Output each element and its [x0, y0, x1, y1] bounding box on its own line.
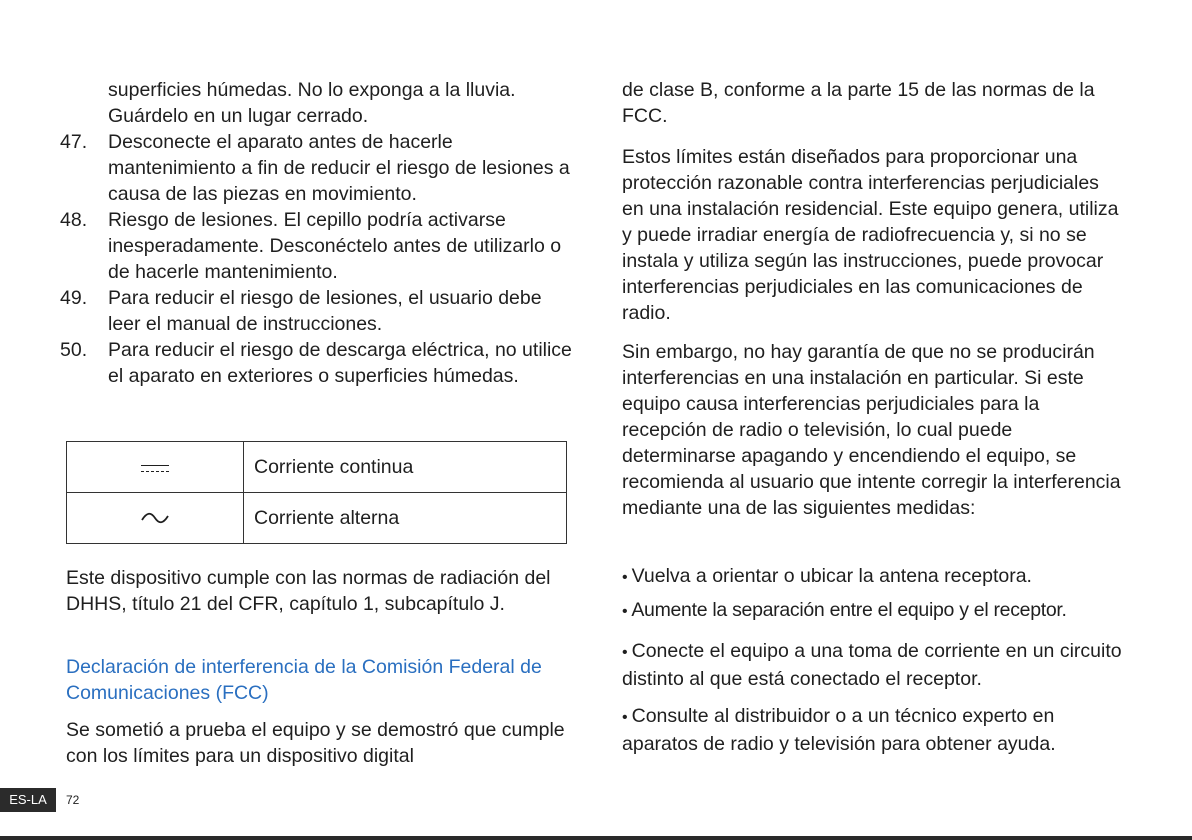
language-badge: ES-LA [0, 788, 56, 812]
list-item [60, 207, 578, 285]
list-item: • Consulte al distribuidor o a un técnico experto en aparatos de radio y televisión para obtener ayuda. [622, 705, 1056, 755]
page-number: 72 [66, 793, 80, 807]
list-item [60, 129, 578, 207]
alternating-current-icon [140, 511, 170, 525]
list-item: • Aumente la separación entre el equipo y el receptor. [622, 599, 1067, 621]
list-item [60, 285, 578, 337]
bullet-icon: • [622, 709, 628, 726]
fcc-heading: Declaración de interferencia de la Comisión Federal de Comunicaciones (FCC) [66, 656, 542, 704]
no-guarantee-paragraph: Sin embargo, no hay garantía de que no se producirán interferencias en una instalación en particular. Si este equipo causa interferencias perjudiciales para la recepción de radio o televisión, lo cual puede determinarse apagando y encendiendo el equipo, se recomienda al usuario que intente corregir la interferencia mediante una de las siguientes medidas: [622, 341, 1121, 519]
table-row [67, 442, 567, 493]
dc-symbol-cell [67, 442, 244, 493]
page-bottom-border [0, 836, 1192, 840]
list-item-number: 49. [60, 287, 88, 309]
list-item: • Conecte el equipo a una toma de corriente en un circuito distinto al que está conectado el receptor. [622, 640, 1122, 690]
limits-paragraph: Estos límites están diseñados para proporcionar una protección razonable contra interferencias perjudiciales en una instalación residencial. Este equipo genera, utiliza y puede irradiar energía de radiofrecuencia y, si no se instala y utiliza según las instrucciones, puede provocar interferencias perjudiciales en las comunicaciones de radio. [622, 146, 1119, 324]
class-b-paragraph: de clase B, conforme a la parte 15 de las normas de la FCC. [622, 79, 1095, 127]
list-item-text: Riesgo de lesiones. El cepillo podría activarse inesperadamente. Desconéctelo antes de utilizarlo o de hacerle mantenimiento. [108, 209, 562, 283]
ac-label: Corriente alterna [244, 493, 567, 544]
list-item-number: 47. [60, 131, 88, 153]
dc-label: Corriente continua [244, 442, 567, 493]
list-item [60, 337, 578, 389]
list-item-number: 50. [60, 339, 88, 361]
list-item-text: Desconecte el aparato antes de hacerle mantenimiento a fin de reducir el riesgo de lesiones a causa de las piezas en movimiento. [108, 131, 570, 205]
fcc-test-text: Se sometió a prueba el equipo y se demostró que cumple con los límites para un dispositivo digital [66, 719, 565, 767]
bullet-icon: • [622, 569, 628, 586]
bullet-icon: • [622, 644, 628, 661]
bullet-icon: • [622, 603, 628, 620]
list-item-text: Para reducir el riesgo de lesiones, el usuario debe leer el manual de instrucciones. [108, 287, 542, 335]
numbered-list [60, 129, 578, 389]
ac-symbol-cell [67, 493, 244, 544]
list-item-number: 48. [60, 209, 88, 231]
table-row [67, 493, 567, 544]
continuation-text: superficies húmedas. No lo exponga a la lluvia. Guárdelo en un lugar cerrado. [108, 79, 516, 127]
direct-current-icon [141, 465, 169, 475]
list-item: • Vuelva a orientar o ubicar la antena receptora. [622, 565, 1032, 587]
symbol-table [66, 441, 567, 544]
list-item-text: Para reducir el riesgo de descarga eléctrica, no utilice el aparato en exteriores o superficies húmedas. [108, 339, 572, 387]
dhhs-compliance-text: Este dispositivo cumple con las normas de radiación del DHHS, título 21 del CFR, capítulo 1, subcapítulo J. [66, 567, 551, 615]
